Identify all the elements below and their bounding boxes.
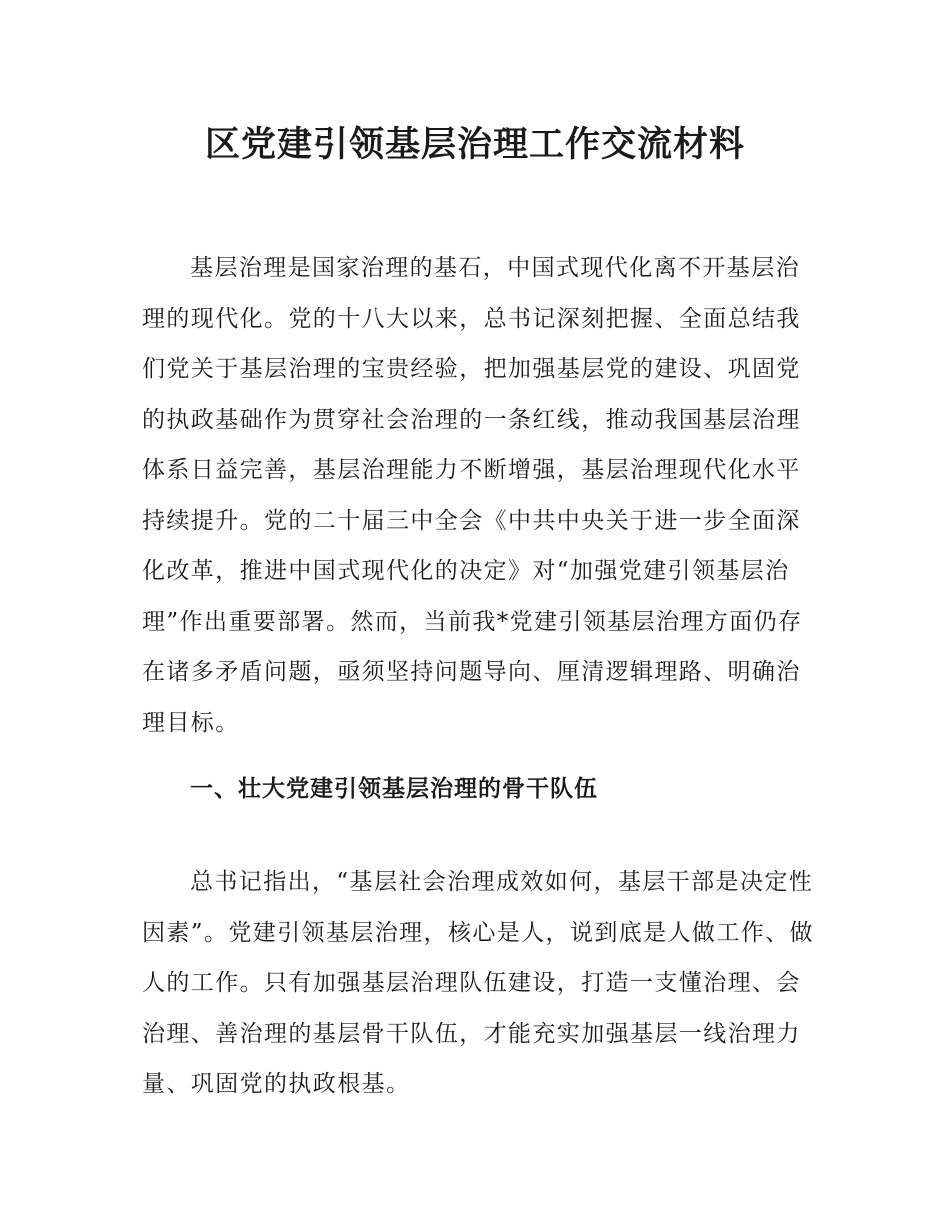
intro-paragraph: 基层治理是国家治理的基石，中国式现代化离不开基层治理的现代化。党的十八大以来，总书记深刻把握、全面总结我们党关于基层治理的宝贵经验，把加强基层党的建设、巩固党的执政基础作为贯穿社会治理的一条红线，推动我国基层治理体系日益完善，基层治理能力不断增强，基层治理现代化水平持续提升。党的二十届三中全会《中共中央关于进一步全面深化改革，推进中国式现代化的决定》对“加强党建引领基层治理”作出重要部署。然而，当前我*党建引领基层治理方面仍存在诸多矛盾问题，亟须坚持问题导向、厘清逻辑理路、明确治理目标。 — [142, 255, 803, 736]
document-title: 区党建引领基层治理工作交流材料 — [204, 125, 745, 165]
section-paragraph: 总书记指出，“基层社会治理成效如何，基层干部是决定性因素”。党建引领基层治理，核心是人，说到底是人做工作、做人的工作。只有加强基层治理队伍建设，打造一支懂治理、会治理、善治理的基层骨干队伍，才能充实加强基层一线治理力量、巩固党的执政根基。 — [142, 869, 814, 1097]
section-heading: 一、壮大党建引领基层治理的骨干队伍 — [190, 776, 598, 802]
